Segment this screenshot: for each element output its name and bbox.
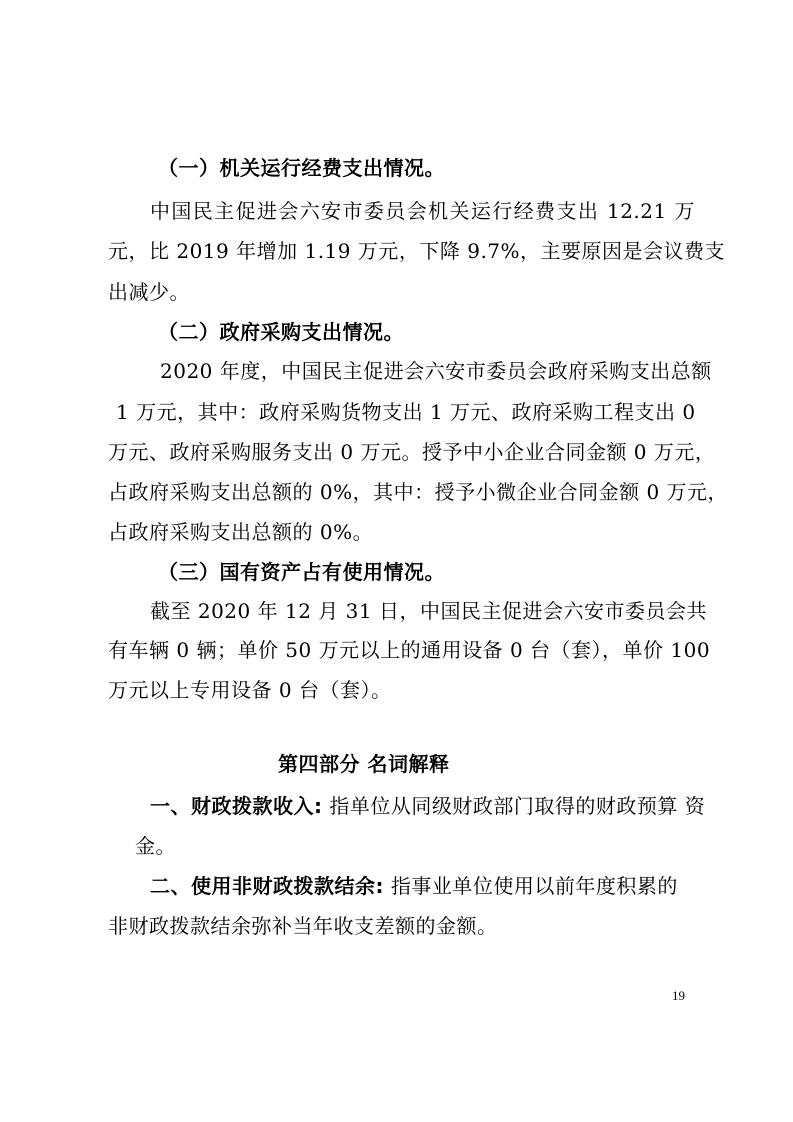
part-title: 第四部分 名词解释 <box>278 752 450 776</box>
paragraph-line: 非财政拨款结余弥补当年收支差额的金额。 <box>108 914 498 938</box>
term-definition-non-fiscal-balance <box>150 872 678 900</box>
paragraph-line: 截至 2020 年 12 月 31 日，中国民主促进会六安市委员会共 <box>150 599 707 623</box>
term-text: 指单位从同级财政部门取得的财政预算 资 <box>329 794 706 818</box>
section-heading-state-assets: （三）国有资产占有使用情况。 <box>158 560 445 584</box>
paragraph-line: 占政府采购支出总额的 0%，其中：授予小微企业合同金额 0 万元， <box>108 480 729 504</box>
term-text: 指事业单位使用以前年度积累的 <box>390 874 678 898</box>
paragraph-line: 占政府采购支出总额的 0%。 <box>108 520 374 544</box>
paragraph-line: 元，比 2019 年增加 1.19 万元，下降 9.7%，主要原因是会议费支 <box>108 239 726 263</box>
paragraph-line: 万元、政府采购服务支出 0 万元。授予中小企业合同金额 0 万元， <box>108 440 716 464</box>
section-heading-operating-expenses: （一）机关运行经费支出情况。 <box>158 156 445 180</box>
paragraph-line: 有车辆 0 辆；单价 50 万元以上的通用设备 0 台（套），单价 100 <box>108 638 711 662</box>
term-label: 二、使用非财政拨款结余: <box>150 874 384 898</box>
paragraph-line: 中国民主促进会六安市委员会机关运行经费支出 12.21 万 <box>150 199 695 223</box>
paragraph-line: 2020 年度，中国民主促进会六安市委员会政府采购支出总额 <box>160 359 712 383</box>
paragraph-line: 出减少。 <box>108 280 190 304</box>
paragraph-line: 1 万元，其中：政府采购货物支出 1 万元、政府采购工程支出 0 <box>116 400 696 424</box>
term-definition-fiscal-appropriation <box>150 792 705 820</box>
term-label: 一、财政拨款收入: <box>150 794 323 818</box>
section-heading-government-procurement: （二）政府采购支出情况。 <box>158 320 404 344</box>
paragraph-line: 金。 <box>135 834 176 858</box>
page-number: 19 <box>672 988 685 1003</box>
paragraph-line: 万元以上专用设备 0 台（套）。 <box>108 678 392 702</box>
